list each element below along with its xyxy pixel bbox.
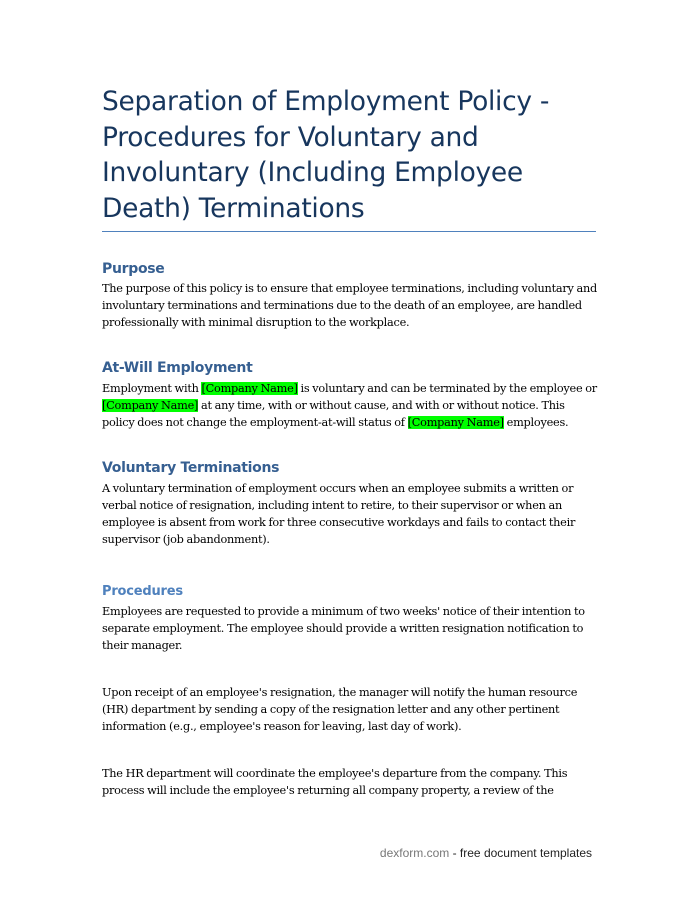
text-span: at any time, with or without cause, and with or without notice. This policy does not change the employment-at-will status of xyxy=(102,399,565,429)
text-span: is voluntary and can be terminated by the employee or xyxy=(297,382,597,395)
title-divider xyxy=(102,231,596,232)
paragraph-procedures-3: The HR department will coordinate the employee's departure from the company. This process will include the employee's returning all company property, a review of the xyxy=(102,767,568,797)
heading-at-will: At-Will Employment xyxy=(102,360,253,376)
paragraph-at-will xyxy=(102,380,597,431)
paragraph-purpose: The purpose of this policy is to ensure that employee terminations, including voluntary and involuntary terminations and terminations due to the death of an employee, are handled professionally with minimal disruption to the workplace. xyxy=(102,282,597,329)
company-name-placeholder: [Company Name] xyxy=(201,382,298,395)
heading-purpose: Purpose xyxy=(102,261,165,277)
paragraph-voluntary-terminations: A voluntary termination of employment occurs when an employee submits a written or verbal notice of resignation, including intent to retire, to their supervisor or when an employee is absent from work for three consecutive workdays and fails to contact their supervisor (job abandonment). xyxy=(102,482,576,546)
text-span: employees. xyxy=(503,416,569,429)
paragraph-procedures-1: Employees are requested to provide a minimum of two weeks' notice of their intention to separate employment. The employee should provide a written resignation notification to their manager. xyxy=(102,605,585,652)
footer-brand-link[interactable]: dexform.com xyxy=(379,846,450,860)
company-name-placeholder: [Company Name] xyxy=(407,416,504,429)
paragraph-procedures-2: Upon receipt of an employee's resignation, the manager will notify the human resource (HR) department by sending a copy of the resignation letter and any other pertinent information (e.g., employee's reason for leaving, last day of work). xyxy=(102,686,578,733)
footer-tagline: - free document templates xyxy=(449,846,592,860)
footer-watermark xyxy=(380,846,592,860)
heading-voluntary-terminations: Voluntary Terminations xyxy=(102,460,280,476)
text-span: Employment with xyxy=(102,382,202,395)
company-name-placeholder: [Company Name] xyxy=(102,399,199,412)
document-title: Separation of Employment Policy - Procedures for Voluntary and Involuntary (Including Employee Death) Terminations xyxy=(102,86,550,224)
heading-procedures: Procedures xyxy=(102,584,183,599)
